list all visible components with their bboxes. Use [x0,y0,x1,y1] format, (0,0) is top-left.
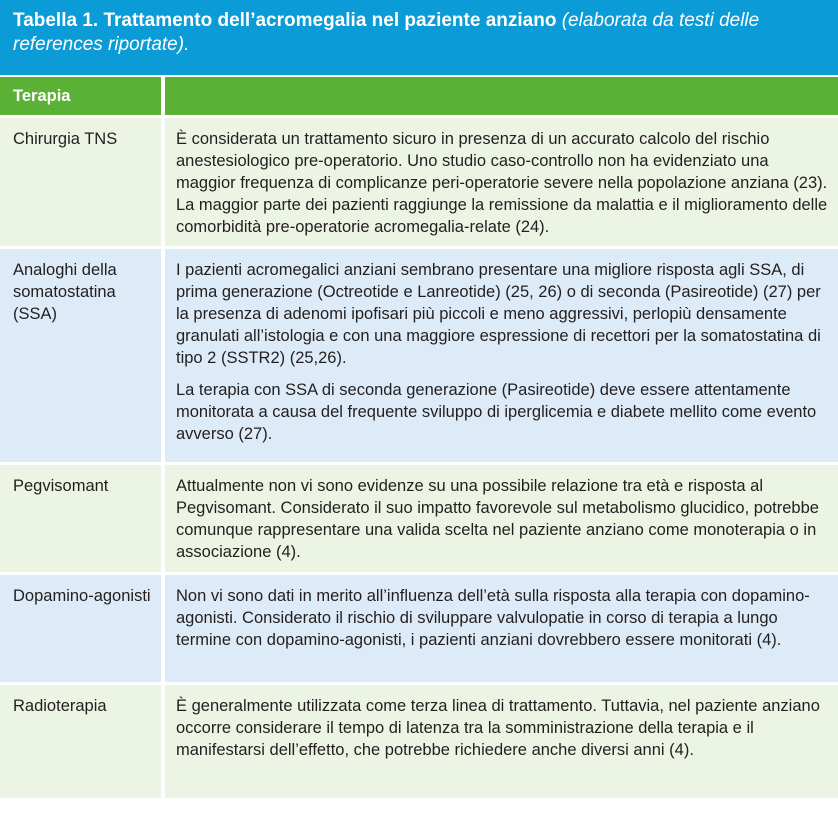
description-paragraph: Non vi sono dati in merito all’influenza dell’età sulla risposta alla terapia con dopamino-agonisti. Considerato il rischio di sviluppare valvulopatie in corso di terapia a lungo termine con dopamino-agonisti, i pazienti anziani dovrebbero essere monitorati (4). [176,587,810,649]
table-row [0,115,838,246]
table-row [0,462,838,572]
therapy-name: Radioterapia [0,685,161,798]
therapy-description [165,465,838,572]
table-header-row [0,77,838,115]
table-title: Tabella 1. Trattamento dell’acromegalia nel paziente anziano [13,10,557,31]
therapy-name: Chirurgia TNS [0,118,161,246]
description-paragraph: La terapia con SSA di seconda generazione (Pasireotide) deve essere attentamente monitorata a causa del frequente sviluppo di iperglicemia e diabete mellito come evento avverso (27). [176,381,817,443]
table-caption-note: (elaborata da testi delle references riportate). [13,10,760,55]
therapy-name: Analoghi della somatostatina (SSA) [0,249,161,462]
therapy-name: Dopamino-agonisti [0,575,161,682]
description-paragraph: I pazienti acromegalici anziani sembrano presentare una migliore risposta agli SSA, di prima generazione (Octreotide e Lanreotide) (25, 26) o di seconda (Pasireotide) (27) per la presenza di adenomi ipofisari più piccoli e meno aggressivi, perlopiù densamente granulati all’istologia e con una maggiore espressione di recettori per la somatostatina di tipo 2 (SSTR2) (25,26). [176,261,821,367]
therapy-description [165,685,838,798]
header-therapy: Terapia [0,77,161,115]
therapy-name: Pegvisomant [0,465,161,572]
description-paragraph: Attualmente non vi sono evidenze su una possibile relazione tra età e risposta al Pegvisomant. Considerato il suo impatto favorevole sul metabolismo glucidico, potrebbe comunque rappresentare una valida scelta nel paziente anziano come monoterapia o in associazione (4). [176,477,819,561]
therapy-description [165,575,838,682]
description-paragraph: È considerata un trattamento sicuro in presenza di un accurato calcolo del rischio anestesiologico pre-operatorio. Uno studio caso-controllo non ha evidenziato una maggior frequenza di complicanze peri-operatorie severe nella popolazione anziana (23). La maggior parte dei pazienti raggiunge la remissione da malattia e il miglioramento delle comorbidità pre-operatorie acromegalia-relate (24). [176,130,828,236]
table-caption [0,0,838,75]
therapy-description [165,249,838,462]
header-description [165,77,838,115]
therapy-description [165,118,838,246]
table-row [0,682,838,798]
table-row [0,246,838,462]
description-paragraph: È generalmente utilizzata come terza linea di trattamento. Tuttavia, nel paziente anziano occorre considerare il tempo di latenza tra la somministrazione della terapia e il manifestarsi dell’effetto, che potrebbe richiedere anche diversi anni (4). [176,697,820,759]
table-row [0,572,838,682]
